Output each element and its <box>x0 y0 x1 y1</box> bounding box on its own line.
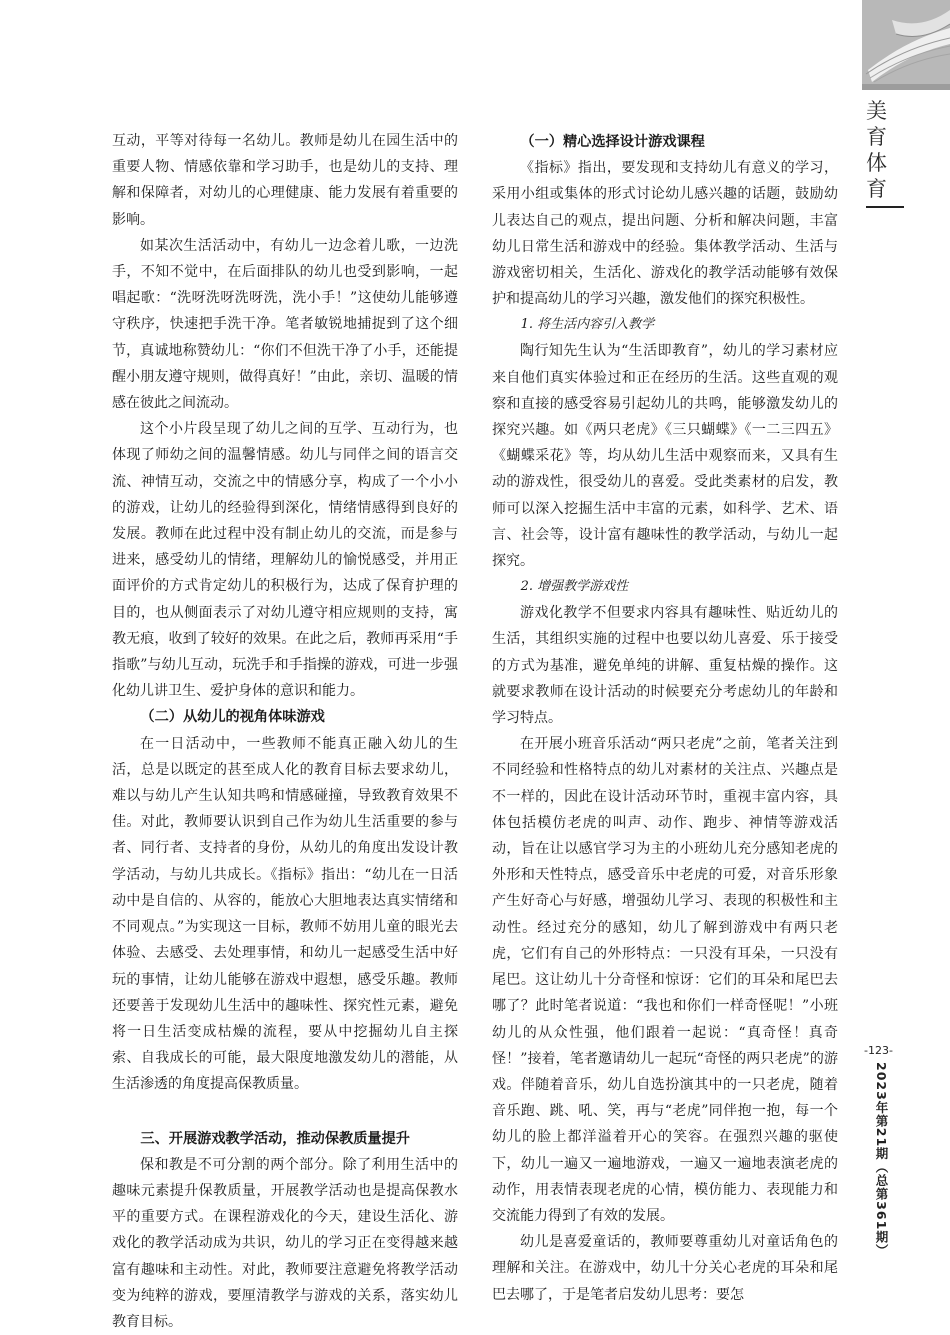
section-heading: 三、开展游戏教学活动，推动保教质量提升 <box>140 1130 410 1147</box>
subsection-heading: （二）从幼儿的视角体味游戏 <box>140 709 325 726</box>
section-tag-line2: 体育 <box>866 151 888 201</box>
open-book-icon <box>862 0 950 90</box>
paragraph: 陶行知先生认为“生活即教育”，幼儿的学习素材应来自他们真实体验过和正在经历的生活。这些直观的观察和直接的感受容易引起幼儿的共鸣，能够激发幼儿的探究兴趣。如《两只老虎》《三只蝴蝶》《一二三四五》《蝴蝶采花》等，均从幼儿生活中观察而来，又具有生动的游戏性，很受幼儿的喜爱。受此类素材的启发，教师可以深入挖掘生活中丰富的元素，如科学、艺术、语言、社会等，设计富有趣味性的教学活动，与幼儿一起探究。 <box>492 343 838 570</box>
page-number: -123- <box>864 1044 893 1057</box>
section-tag <box>866 98 906 208</box>
subsection-heading: （一）精心选择设计游戏课程 <box>520 134 705 150</box>
paragraph: 互动，平等对待每一名幼儿。教师是幼儿在园生活中的重要人物、情感依靠和学习助手，也是幼儿的支持、理解和保障者，对幼儿的心理健康、能力发展有着重要的影响。 <box>112 133 458 228</box>
paragraph: 保和教是不可分割的两个部分。除了利用生活中的趣味元素提升保教质量，开展教学活动也是提高保教水平的重要方式。在课程游戏化的今天，建设生活化、游戏化的教学活动成为共识，幼儿的学习正在变得越来越富有趣味和主动性。对此，教师要注意避免将教学活动变为纯粹的游戏，要厘清教学与游戏的关系，落实幼儿教育目标。 <box>112 1156 458 1330</box>
section-tag-line1: 美育 <box>866 99 888 149</box>
paragraph: 游戏化教学不但要求内容具有趣味性、贴近幼儿的生活，其组织实施的过程中也要以幼儿喜爱、乐于接受的方式为基准，避免单纯的讲解、重复枯燥的操作。这就要求教师在设计活动的时候要充分考虑幼儿的年龄和学习特点。 <box>492 605 838 727</box>
paragraph: 这个小片段呈现了幼儿之间的互学、互动行为，也体现了师幼之间的温馨情感。幼儿与同伴之间的语言交流、神情互动，交流之中的情感分享，构成了一个小小的游戏，让幼儿的经验得到深化，情绪情感得到良好的发展。教师在此过程中没有制止幼儿的交流，而是参与进来，感受幼儿的情绪，理解幼儿的愉悦感受，并用正面评价的方式肯定幼儿的积极行为，达成了保育护理的目的，也从侧面表示了对幼儿遵守相应规则的支持，寓教无痕，收到了较好的效果。在此之后，教师再采用“手指歌”与幼儿互动，玩洗手和手指操的游戏，可进一步强化幼儿讲卫生、爱护身体的意识和能力。 <box>112 421 458 700</box>
paragraph: 在开展小班音乐活动“两只老虎”之前，笔者关注到不同经验和性格特点的幼儿对素材的关注点、兴趣点是不一样的，因此在设计活动环节时，重视丰富内容，具体包括模仿老虎的叫声、动作、跑步、神情等游戏活动，旨在让以感官学习为主的小班幼儿充分感知老虎的外形和天性特点，感受音乐中老虎的可爱，对音乐形象产生好奇心与好感，增强幼儿学习、表现的积极性和主动性。经过充分的感知，幼儿了解到游戏中有两只老虎，它们有自己的外形特点：一只没有耳朵，一只没有尾巴。这让幼儿十分奇怪和惊讶：它们的耳朵和尾巴去哪了？此时笔者说道：“我也和你们一样奇怪呢！”小班幼儿的从众性强，他们跟着一起说：“真奇怪！真奇怪！”接着，笔者邀请幼儿一起玩“奇怪的两只老虎”的游戏。伴随着音乐，幼儿自选扮演其中的一只老虎，随着音乐跑、跳、吼、笑，再与“老虎”同伴抱一抱，每一个幼儿的脸上都洋溢着开心的笑容。在强烈兴趣的驱使下，幼儿一遍又一遍地游戏，一遍又一遍地表演老虎的动作，用表情表现老虎的心情，模仿能力、表现能力和交流能力得到了有效的发展。 <box>492 736 838 1224</box>
paragraph: 《指标》指出，要发现和支持幼儿有意义的学习，采用小组或集体的形式讨论幼儿感兴趣的话题，鼓励幼儿表达自己的观点，提出问题、分析和解决问题，丰富幼儿日常生活和游戏中的经验。集体教学活动、生活与游戏密切相关，生活化、游戏化的教学活动能够有效保护和提高幼儿的学习兴趣，激发他们的探究积极性。 <box>492 160 838 308</box>
paragraph: 如某次生活活动中，有幼儿一边念着儿歌，一边洗手，不知不觉中，在后面排队的幼儿也受到影响，一起唱起歌：“洗呀洗呀洗呀洗，洗小手！”这使幼儿能够遵守秩序，快速把手洗干净。笔者敏锐地捕捉到了这个细节，真诚地称赞幼儿：“你们不但洗干净了小手，还能提醒小朋友遵守规则，做得真好！”由此，亲切、温暖的情感在彼此之间流动。 <box>112 237 458 412</box>
issue-info: 2023年第21期（总第361期） <box>874 1062 889 1258</box>
paragraph: 幼儿是喜爱童话的，教师要尊重幼儿对童话角色的理解和关注。在游戏中，幼儿十分关心老虎的耳朵和尾巴去哪了，于是笔者启发幼儿思考：要怎 <box>492 1234 838 1303</box>
right-column <box>492 129 838 1308</box>
left-column <box>112 128 458 1335</box>
item-heading: 1. 将生活内容引入教学 <box>520 317 655 333</box>
paragraph: 在一日活动中，一些教师不能真正融入幼儿的生活，总是以既定的甚至成人化的教育目标去要求幼儿，难以与幼儿产生认知共鸣和情感碰撞，导致教育效果不佳。对此，教师要认识到自己作为幼儿生活重要的参与者、同行者、支持者的身份，从幼儿的角度出发设计教学活动，与幼儿共成长。《指标》指出：“幼儿在一日活动中是自信的、从容的，能放心大胆地表达真实情绪和不同观点。”为实现这一目标，教师不妨用儿童的眼光去体验、去感受、去处理事情，和幼儿一起感受生活中好玩的事情，让幼儿能够在游戏中遐想，感受乐趣。教师还要善于发现幼儿生活中的趣味性、探究性元素，避免将一日生活变成枯燥的流程，要从中挖掘幼儿自主探索、自我成长的可能，最大限度地激发幼儿的潜能，从生活渗透的角度提高保教质量。 <box>112 735 458 1093</box>
section-tag-rule <box>866 206 904 208</box>
item-heading: 2. 增强教学游戏性 <box>520 579 629 595</box>
